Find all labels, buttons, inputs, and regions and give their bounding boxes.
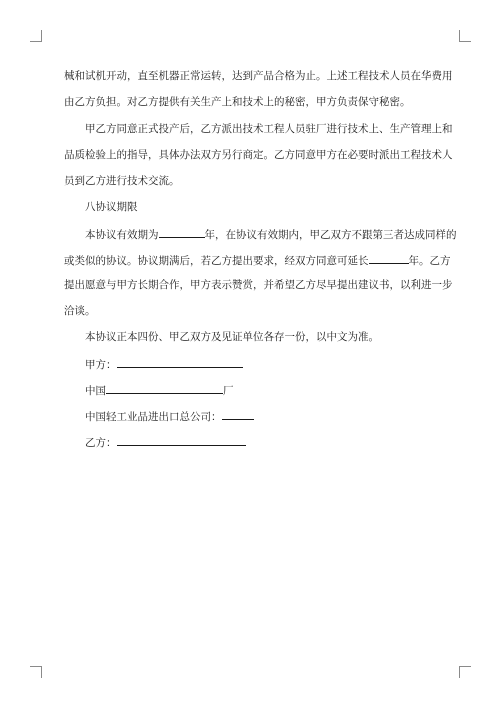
text-segment: 年，在协议有效期内，甲乙双方不跟第三者达成同样的 xyxy=(204,229,457,241)
signature-line-party-a xyxy=(85,356,243,372)
text-segment: 年。乙方 xyxy=(408,255,451,267)
paragraph-line: 提出愿意与甲方长期合作，甲方表示赞赏，并希望乙方尽早提出建议书，以利进一步 xyxy=(64,279,453,291)
crop-mark-top-right xyxy=(459,30,471,42)
text-segment: 或类似的协议。协议期满后，若乙方提出要求，经双方同意可延长 xyxy=(64,255,369,267)
signature-label: 乙方： xyxy=(85,437,117,449)
paragraph-line: 品质检验上的指导，具体办法双方另行商定。乙方同意甲方在必要时派出工程技术人 xyxy=(64,149,453,161)
paragraph-line xyxy=(85,226,457,242)
crop-mark-top-left xyxy=(30,30,42,42)
paragraph-line: 员到乙方进行技术交流。 xyxy=(64,175,180,187)
signature-blank xyxy=(117,434,246,446)
blank-line xyxy=(159,226,205,238)
paragraph-line: 械和试机开动，直至机器正常运转，达到产品合格为止。上述工程技术人员在华费用 xyxy=(64,70,453,82)
section-heading: 八协议期限 xyxy=(85,201,138,213)
signature-blank xyxy=(222,408,254,420)
crop-mark-bottom-left xyxy=(30,666,42,678)
signature-line-party-b xyxy=(85,434,246,450)
text-segment: 本协议有效期为 xyxy=(85,229,159,241)
signature-line-china-factory xyxy=(85,382,234,398)
signature-line-corporation xyxy=(85,408,254,424)
paragraph-line: 由乙方负担。对乙方提供有关生产上和技术上的秘密，甲方负责保守秘密。 xyxy=(64,96,411,108)
paragraph-line xyxy=(64,252,451,268)
signature-blank xyxy=(106,382,223,394)
signature-label: 厂 xyxy=(223,385,234,397)
paragraph-line: 甲乙方同意正式投产后，乙方派出技术工程人员驻厂进行技术上、生产管理上和 xyxy=(85,123,453,135)
paragraph-line: 本协议正本四份、甲乙双方及见证单位各存一份，以中文为准。 xyxy=(85,331,379,343)
signature-label: 中国 xyxy=(85,385,106,397)
signature-blank xyxy=(117,356,243,368)
paragraph-line: 洽谈。 xyxy=(64,305,96,317)
blank-line xyxy=(369,252,409,264)
signature-label: 中国轻工业品进出口总公司： xyxy=(85,411,222,423)
signature-label: 甲方： xyxy=(85,359,117,371)
crop-mark-bottom-right xyxy=(459,666,471,678)
